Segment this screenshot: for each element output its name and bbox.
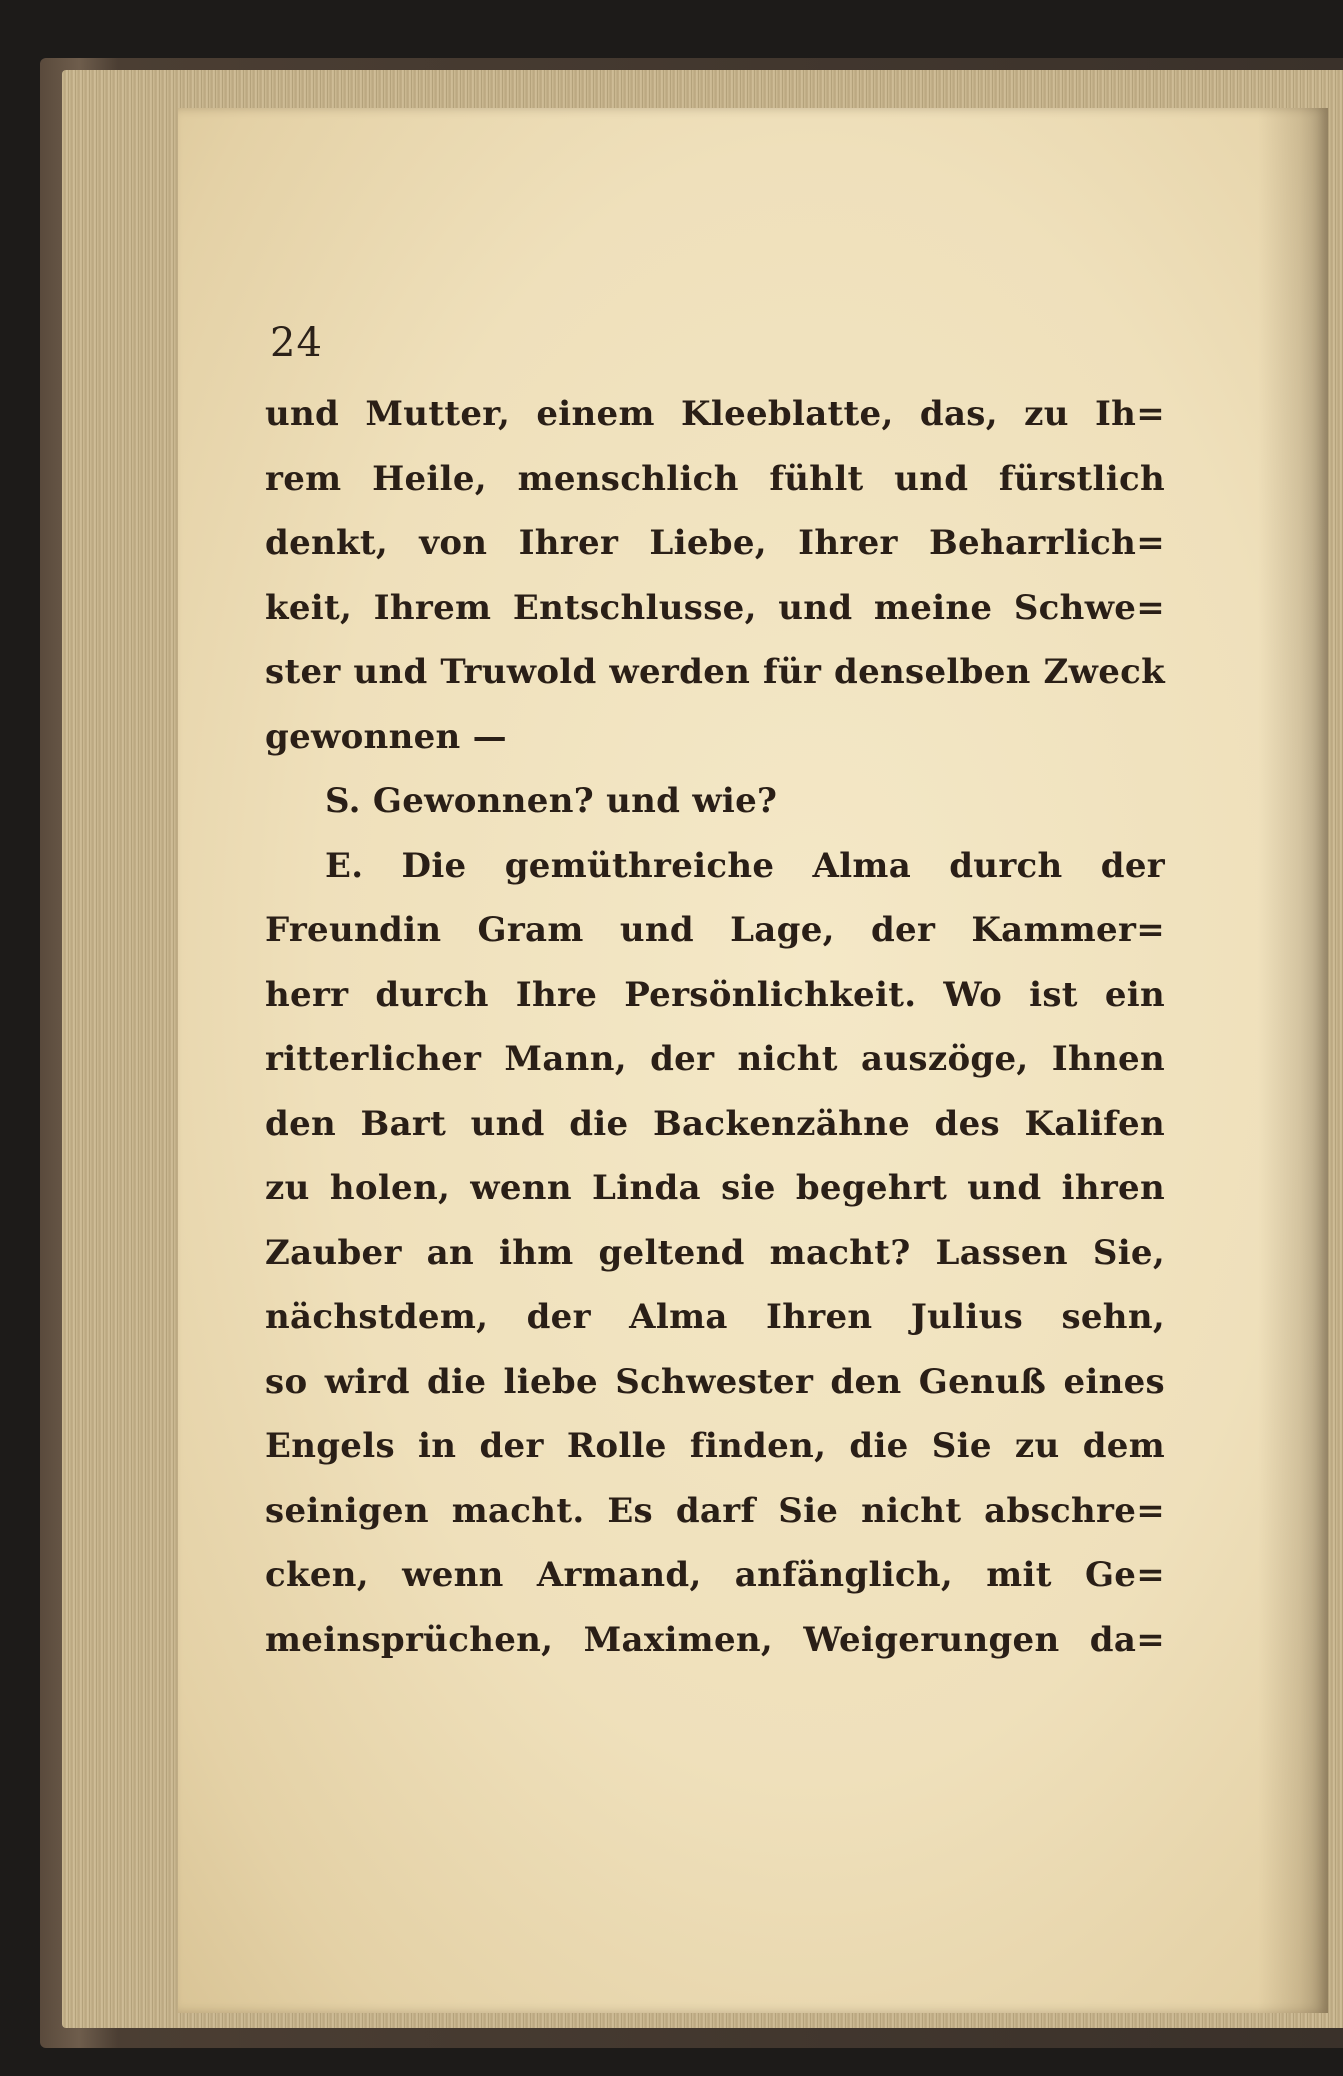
page-gutter <box>1258 108 1328 2013</box>
text-line: Engels in der Rolle finden, die Sie zu dem <box>265 1426 1165 1466</box>
page-number: 24 <box>270 320 323 366</box>
text-line: und Mutter, einem Kleeblatte, das, zu Ih= <box>265 394 1165 434</box>
text-line: zu holen, wenn Linda sie begehrt und ihren <box>265 1168 1165 1208</box>
text-line: cken, wenn Armand, anfänglich, mit Ge= <box>265 1555 1165 1595</box>
text-line: keit, Ihrem Entschlusse, und meine Schwe= <box>265 587 1165 628</box>
text-line: meinsprüchen, Maximen, Weigerungen da= <box>265 1619 1165 1660</box>
text-line: so wird die liebe Schwester den Genuß eines <box>265 1361 1165 1402</box>
text-line: gewonnen — <box>265 716 507 757</box>
text-line: denkt, von Ihrer Liebe, Ihrer Beharrlich= <box>265 523 1165 563</box>
text-line: seinigen macht. Es darf Sie nicht abschre= <box>265 1490 1165 1531</box>
text-line: ster und Truwold werden für denselben Zweck <box>265 652 1165 692</box>
text-line: Zauber an ihm geltend macht? Lassen Sie, <box>265 1232 1165 1273</box>
text-line: Freundin Gram und Lage, der Kammer= <box>265 910 1165 950</box>
text-line: ritterlicher Mann, der nicht auszöge, Ihnen <box>265 1039 1165 1079</box>
page-text <box>265 382 1165 1672</box>
text-line: herr durch Ihre Persönlichkeit. Wo ist ein <box>265 974 1165 1015</box>
text-line: nächstdem, der Alma Ihren Julius sehn, <box>265 1297 1165 1337</box>
text-line: rem Heile, menschlich fühlt und fürstlich <box>265 458 1165 499</box>
text-line: den Bart und die Backenzähne des Kalifen <box>265 1103 1165 1144</box>
text-line: E. Die gemüthreiche Alma durch der <box>325 845 1165 886</box>
text-line: S. Gewonnen? und wie? <box>325 781 778 821</box>
